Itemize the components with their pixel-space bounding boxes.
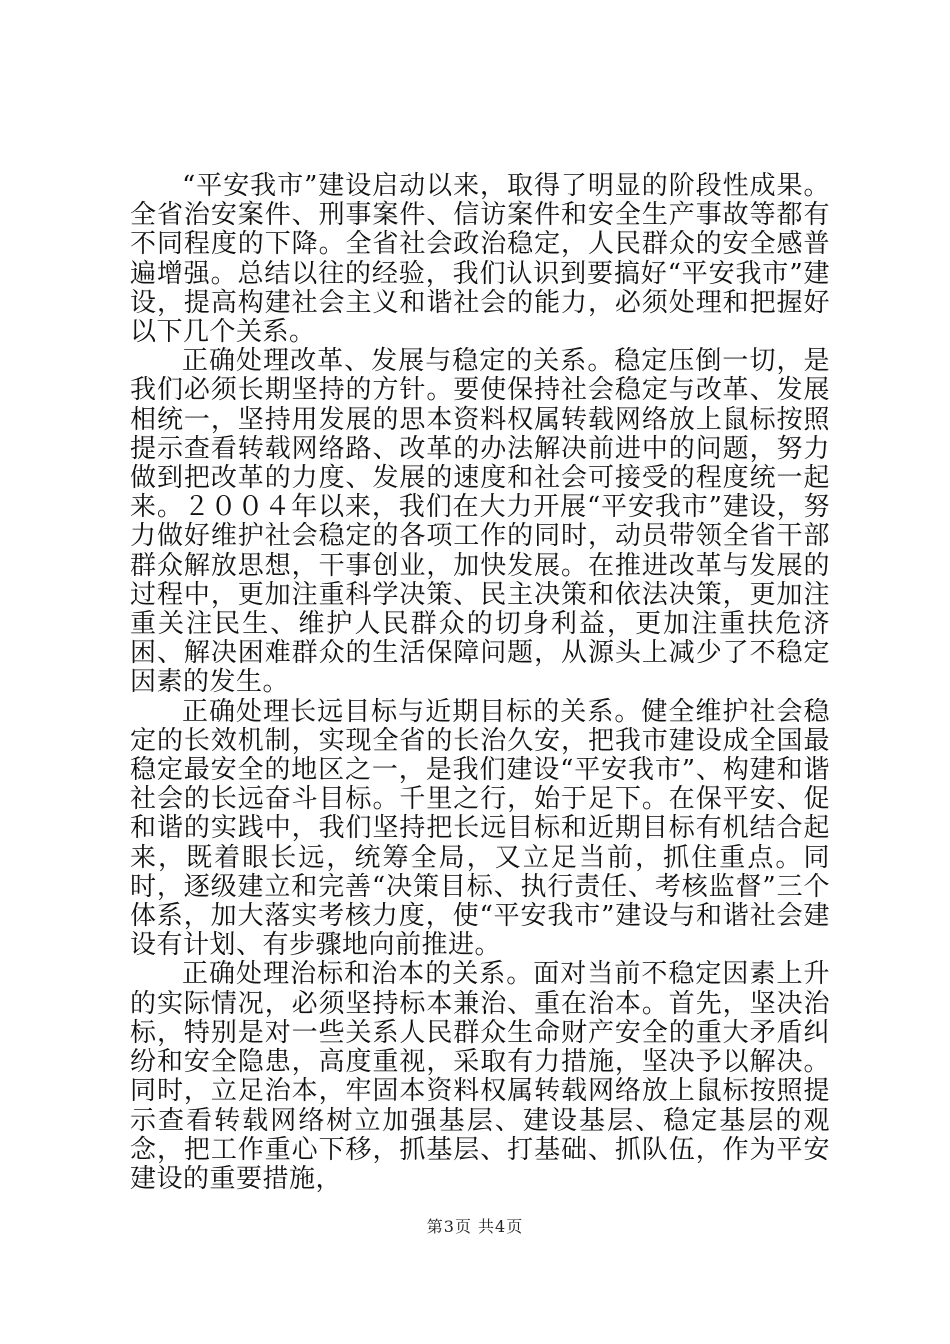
- paragraph-symptoms-root-causes: 正确处理治标和治本的关系。面对当前不稳定因素上升的实际情况，必须坚持标本兼治、重在治本。首先，坚决治标，特别是对一些关系人民群众生命财产安全的重大矛盾纠纷和安全隐患，高度重视，采取有力措施，坚决予以解决。同时，立足治本，牢固本资料权属转载网络放上鼠标按照提示查看转载网络树立加强基层、建设基层、稳定基层的观念，把工作重心下移，抓基层、打基础、抓队伍，作为平安建设的重要措施，: [130, 959, 830, 1194]
- page-footer: 第3页 共4页: [426, 1217, 524, 1236]
- document-body: [130, 172, 830, 1194]
- paragraph-intro: “平安我市”建设启动以来，取得了明显的阶段性成果。全省治安案件、刑事案件、信访案件和安全生产事故等都有不同程度的下降。全省社会政治稳定，人民群众的安全感普遍增强。总结以往的经验，我们认识到要搞好“平安我市”建设，提高构建社会主义和谐社会的能力，必须处理和把握好以下几个关系。: [130, 171, 830, 348]
- paragraph-long-short-term-goals: 正确处理长远目标与近期目标的关系。健全维护社会稳定的长效机制，实现全省的长治久安，把我市建设成全国最稳定最安全的地区之一，是我们建设“平安我市”、构建和谐社会的长远奋斗目标。千里之行，始于足下。在保平安、促和谐的实践中，我们坚持把长远目标和近期目标有机结合起来，既着眼长远，统筹全局，又立足当前，抓住重点。同时，逐级建立和完善“决策目标、执行责任、考核监督”三个体系，加大落实考核力度，使“平安我市”建设与和谐社会建设有计划、有步骤地向前推进。: [130, 696, 830, 961]
- paragraph-reform-development-stability: 正确处理改革、发展与稳定的关系。稳定压倒一切，是我们必须长期坚持的方针。要使保持社会稳定与改革、发展相统一，坚持用发展的思本资料权属转载网络放上鼠标按照提示查看转载网络路、改革的办法解决前进中的问题，努力做到把改革的力度、发展的速度和社会可接受的程度统一起来。２００４年以来，我们在大力开展“平安我市”建设，努力做好维护社会稳定的各项工作的同时，动员带领全省干部群众解放思想，干事创业，加快发展。在推进改革与发展的过程中，更加注重科学决策、民主决策和依法决策，更加注重关注民生、维护人民群众的切身利益，更加注重扶危济困、解决困难群众的生活保障问题，从源头上减少了不稳定因素的发生。: [130, 346, 830, 698]
